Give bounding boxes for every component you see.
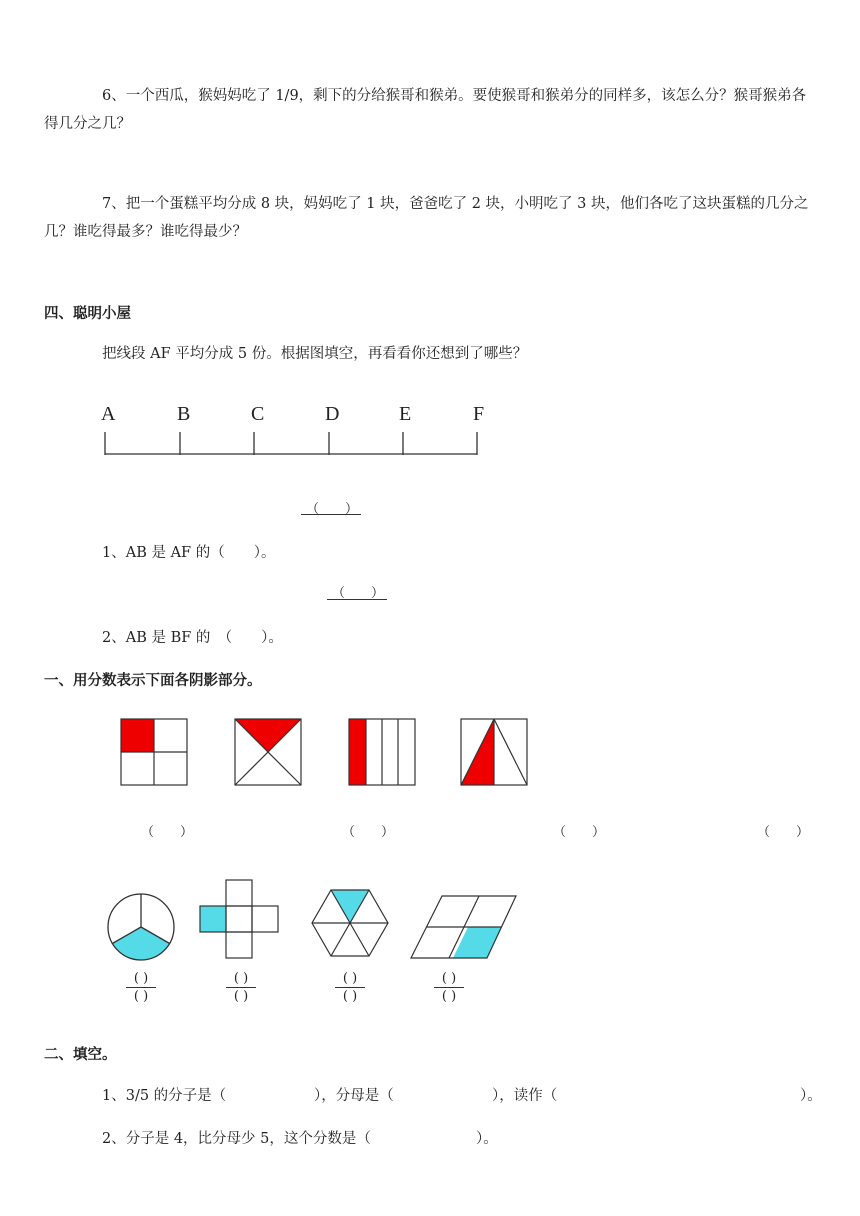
section-2-item-1-part-d: ）。 <box>800 1088 822 1104</box>
shaded-triangle <box>235 719 301 752</box>
problem-7: 7、把一个蛋糕平均分成 8 块，妈妈吃了 1 块，爸爸吃了 2 块，小明吃了 3 块，他们各吃了这块蛋糕的几分之几？谁吃得最多？谁吃得最少？ <box>44 196 809 240</box>
section-2-heading: 二、填空。 <box>44 1047 117 1063</box>
shaded-square <box>200 906 226 932</box>
answer-blank-3[interactable]: （ ） <box>553 825 606 840</box>
shape-hexagon-sixths <box>306 886 396 966</box>
denominator-blank[interactable]: ( ) <box>133 989 149 1004</box>
shape-circle-thirds <box>104 890 180 966</box>
section-4-item-2: 2、AB 是 BF 的 （ ）。 <box>102 630 283 646</box>
fraction-bar <box>226 987 256 988</box>
shaded-triangle <box>331 890 369 923</box>
shaded-strip <box>349 719 366 785</box>
numerator-blank[interactable]: ( ) <box>342 971 358 986</box>
numerator-blank[interactable]: ( ) <box>133 971 149 986</box>
fraction-placeholder-2[interactable] <box>224 971 258 1004</box>
segment-label-c: C <box>251 403 265 425</box>
section-2-item-1-part-c: ），读作（ <box>492 1088 558 1104</box>
segment-label-e: E <box>399 403 412 425</box>
section-2-item-2-part-a: 2、分子是 4，比分母少 5，这个分数是（ <box>102 1131 371 1147</box>
fraction-bar <box>126 987 156 988</box>
fraction-bar-1 <box>301 514 361 515</box>
answer-blank-2[interactable]: （ ） <box>342 825 395 840</box>
shape-square-diagonals <box>234 718 304 788</box>
fraction-bar-2 <box>327 599 387 600</box>
shape-parallelogram-quarters <box>406 892 522 962</box>
denominator-blank[interactable]: ( ) <box>342 989 358 1004</box>
fraction-blank-1[interactable]: （ ） <box>306 502 359 517</box>
denominator-blank[interactable]: ( ) <box>233 989 249 1004</box>
shape-square-quarters <box>120 718 190 788</box>
section-4-intro: 把线段 AF 平均分成 5 份。根据图填空，再看看你还想到了哪些？ <box>102 346 528 362</box>
shape-square-triangles <box>460 718 530 788</box>
shape-square-strips <box>348 718 418 788</box>
answer-blank-4[interactable]: （ ） <box>757 825 810 840</box>
segment-label-f: F <box>473 403 485 425</box>
segment-label-d: D <box>325 403 340 425</box>
segment-label-a: A <box>101 403 116 425</box>
numerator-blank[interactable]: ( ) <box>233 971 249 986</box>
section-1-heading: 一、用分数表示下面各阴影部分。 <box>44 673 262 689</box>
section-2-item-1-part-b: ），分母是（ <box>314 1088 394 1104</box>
shape-cross-net <box>196 876 286 966</box>
fraction-bar <box>335 987 365 988</box>
fraction-blank-2[interactable]: （ ） <box>332 586 385 601</box>
section-4-heading: 四、聪明小屋 <box>44 306 131 322</box>
fraction-placeholder-4[interactable] <box>432 971 466 1004</box>
fraction-bar <box>434 987 464 988</box>
segment-af-diagram <box>96 398 496 468</box>
segment-label-b: B <box>177 403 191 425</box>
denominator-blank[interactable]: ( ) <box>441 989 457 1004</box>
section-2-item-2-part-b: ）。 <box>476 1131 498 1147</box>
section-2-item-1-part-a: 1、3/5 的分子是（ <box>102 1088 227 1104</box>
answer-blank-1[interactable]: （ ） <box>141 825 194 840</box>
shaded-quarter <box>121 719 154 752</box>
numerator-blank[interactable]: ( ) <box>441 971 457 986</box>
problem-6: 6、一个西瓜，猴妈妈吃了 1/9，剩下的分给猴哥和猴弟。要使猴哥和猴弟分的同样多，该怎么分？猴哥猴弟各得几分之几？ <box>44 88 807 132</box>
shaded-sector <box>112 927 169 960</box>
fraction-placeholder-3[interactable] <box>333 971 367 1004</box>
fraction-placeholder-1[interactable] <box>124 971 158 1004</box>
section-4-item-1: 1、AB 是 AF 的（ ）。 <box>102 545 276 561</box>
